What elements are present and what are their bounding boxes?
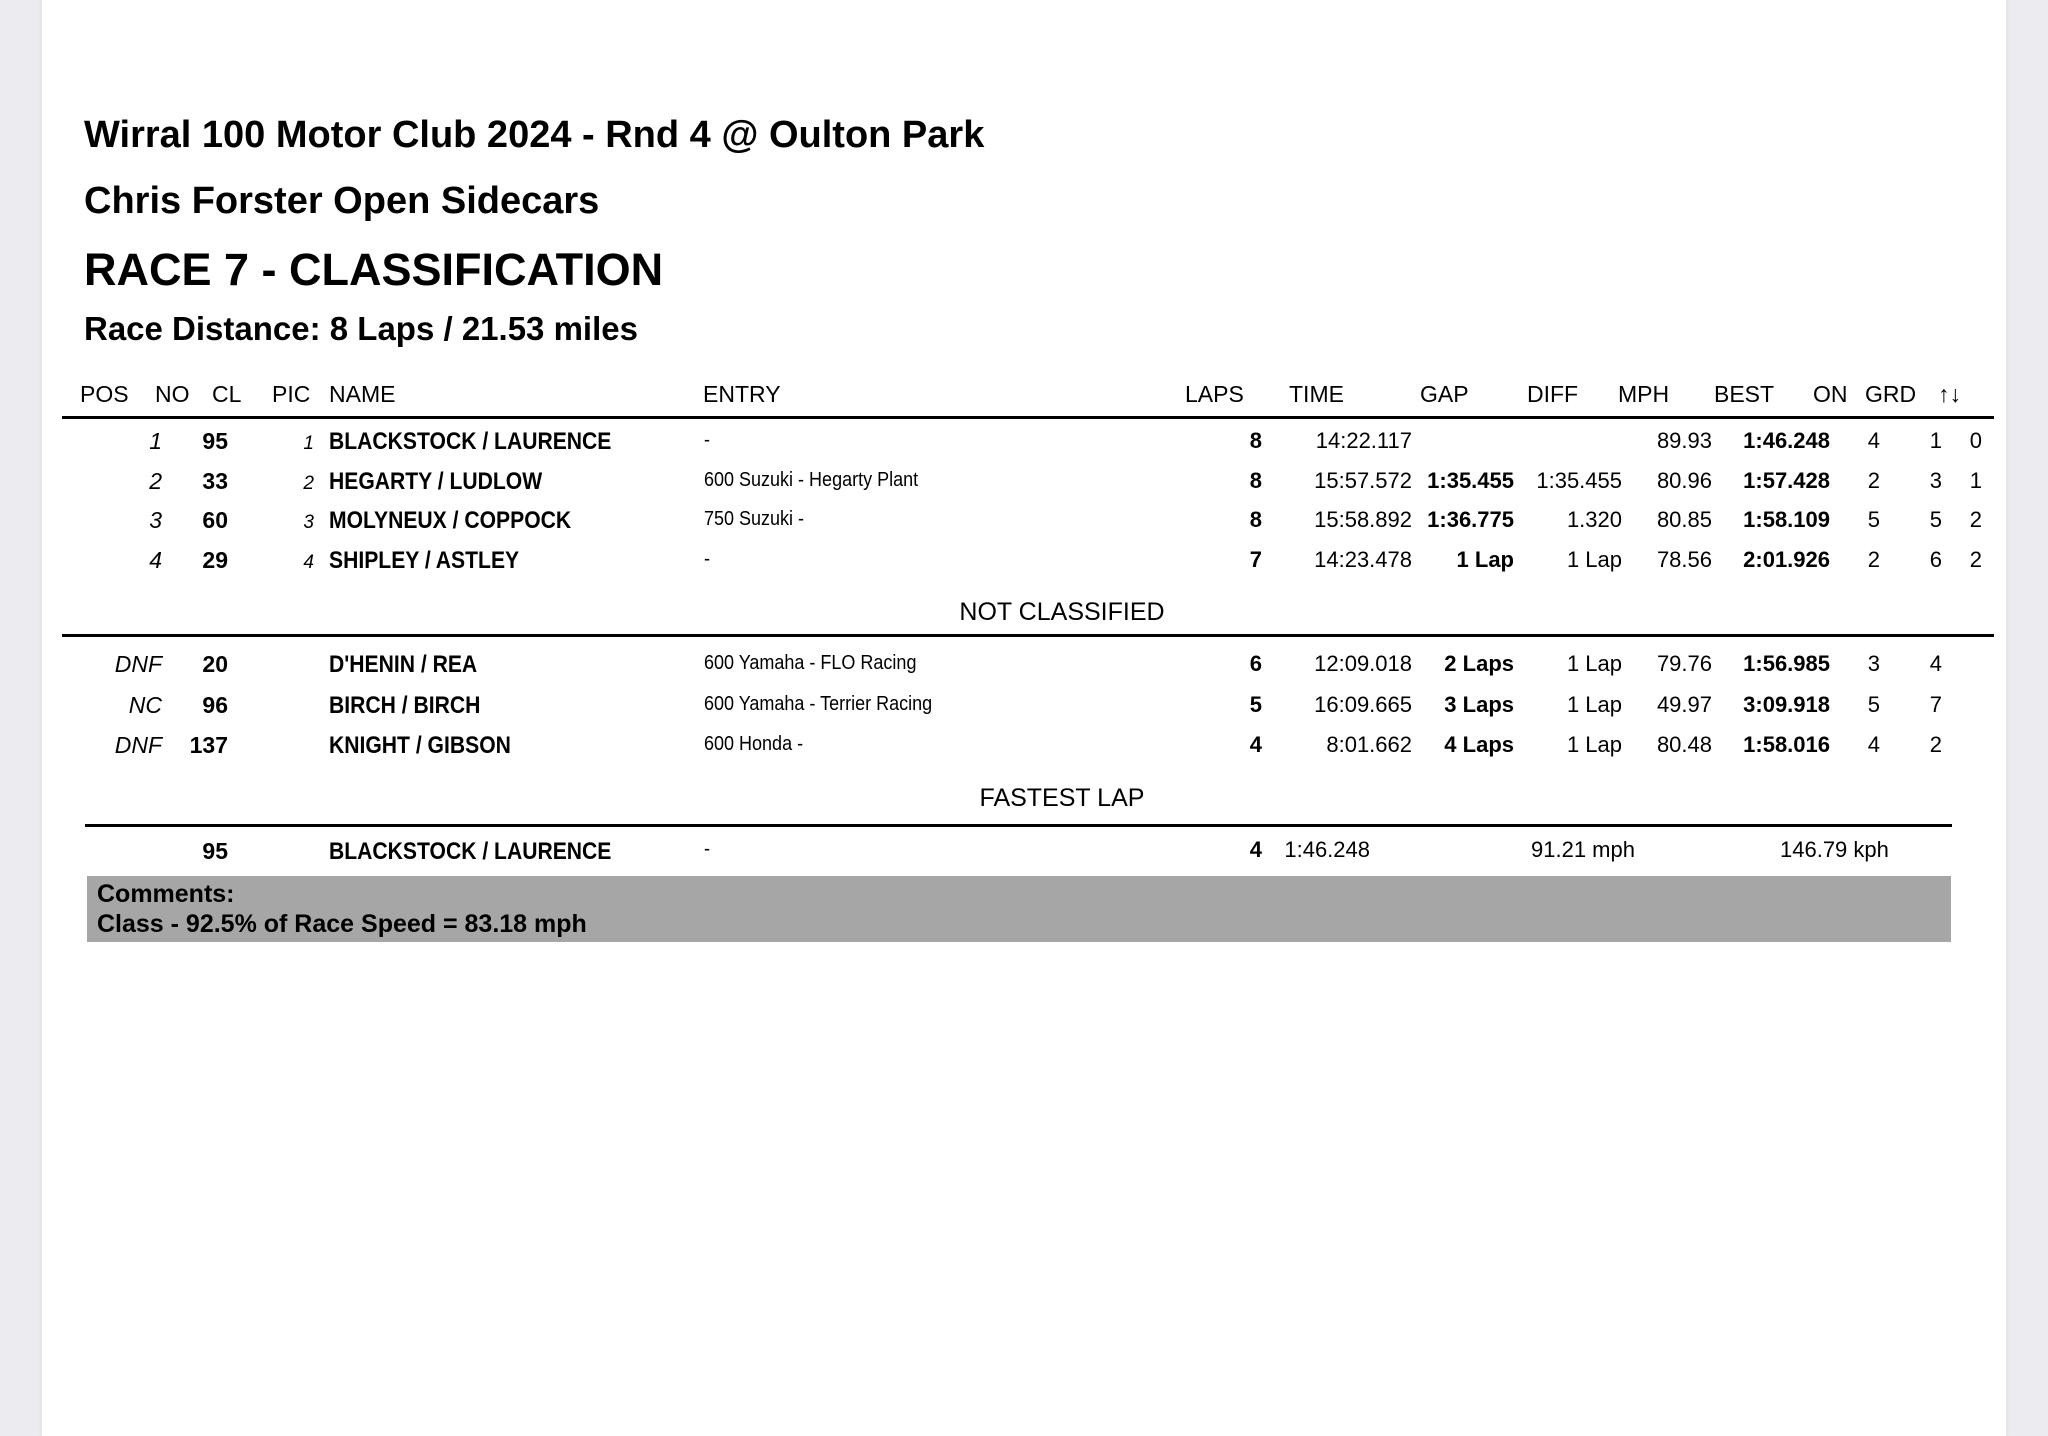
row-best: 1:57.428 [1743,467,1830,493]
row-best: 1:46.248 [1743,428,1830,453]
col-position-change: ↑↓ [1938,381,1961,407]
row-pos: NC [128,691,162,718]
row-gap: 1:35.455 [1427,467,1514,493]
row-grd: 1 [1929,428,1942,453]
row-diff: 1:35.455 [1536,467,1622,493]
row-position-change: 2 [1969,507,1982,532]
row-laps: 8 [1249,467,1262,493]
row-time: 12:09.018 [1314,651,1412,676]
row-position-change: 1 [1969,467,1982,493]
row-mph: 78.56 [1656,546,1712,572]
row-pic: 3 [303,512,314,533]
row-pos: 1 [149,428,162,454]
row-position-change: 0 [1969,428,1982,453]
row-on: 5 [1867,691,1880,717]
col-gap: GAP [1420,381,1469,407]
row-time: 15:58.892 [1314,507,1412,532]
row-name: SHIPLEY / ASTLEY [329,546,520,574]
row-time: 16:09.665 [1314,691,1412,717]
row-best: 3:09.918 [1743,691,1830,717]
row-entry: 600 Yamaha - Terrier Racing [704,692,933,715]
row-laps: 8 [1249,507,1262,532]
row-pos: DNF [114,732,162,758]
race-title: RACE 7 - CLASSIFICATION [84,244,664,295]
row-mph: 80.85 [1656,507,1712,532]
row-grd: 2 [1929,732,1942,757]
fastest-lap-divider [85,824,1952,827]
row-pic: 1 [303,433,314,454]
row-diff: 1.320 [1566,507,1622,532]
comments-label: Comments: [97,880,235,908]
row-no: 20 [202,651,228,677]
row-no: 60 [202,507,228,533]
row-laps: 7 [1249,546,1262,572]
col-cl: CL [212,381,242,407]
event-title: Wirral 100 Motor Club 2024 - Rnd 4 @ Oulton Park [84,114,985,156]
row-on: 3 [1867,651,1880,676]
row-laps: 4 [1249,732,1262,757]
row-time: 8:01.662 [1326,732,1412,757]
class-title: Chris Forster Open Sidecars [84,180,600,222]
row-no: 96 [202,691,228,718]
row-pic: 4 [303,551,314,573]
row-no: 95 [202,428,228,454]
row-gap: 3 Laps [1444,691,1514,717]
row-gap: 1 Lap [1456,546,1514,572]
row-pos: 2 [149,467,162,494]
row-entry: 600 Honda - [704,733,804,755]
row-name: BLACKSTOCK / LAURENCE [329,428,612,455]
row-pos: DNF [114,651,162,677]
row-laps: 8 [1249,428,1262,453]
row-laps: 5 [1249,691,1262,717]
row-entry: - [704,429,711,451]
row-mph: 89.93 [1656,428,1712,453]
row-time: 15:57.572 [1314,467,1412,493]
row-best: 2:01.926 [1743,546,1830,572]
not-classified-heading: NOT CLASSIFIED [959,598,1165,626]
row-position-change: 2 [1969,546,1982,572]
row-pic: 2 [303,472,314,494]
row-mph: 79.76 [1656,651,1712,676]
comments-box [87,876,1951,942]
col-pos: POS [80,381,129,407]
row-mph: 80.96 [1656,467,1712,493]
row-grd: 5 [1929,507,1942,532]
results-sheet [42,0,2006,1436]
row-name: D'HENIN / REA [329,651,478,678]
row-gap: 1:36.775 [1427,507,1514,532]
row-diff: 1 Lap [1566,651,1622,676]
row-name: HEGARTY / LUDLOW [329,467,543,495]
row-on: 4 [1867,732,1880,757]
row-pos: 3 [149,507,162,533]
row-laps: 6 [1249,651,1262,676]
row-entry: - [704,547,711,570]
row-name: BIRCH / BIRCH [329,691,481,719]
col-no: NO [155,381,190,407]
row-gap: 2 Laps [1444,651,1514,676]
row-time: 14:22.117 [1315,428,1412,453]
comments-text: Class - 92.5% of Race Speed = 83.18 mph [97,910,587,938]
row-best: 1:58.109 [1743,507,1830,532]
row-grd: 7 [1929,691,1942,717]
col-best: BEST [1714,381,1775,407]
row-on: 4 [1867,428,1880,453]
row-grd: 3 [1929,467,1942,493]
row-entry: 750 Suzuki - [704,508,805,530]
row-diff: 1 Lap [1566,691,1622,717]
fastest-lap-heading: FASTEST LAP [979,784,1145,812]
col-time: TIME [1289,381,1344,407]
row-entry: 600 Yamaha - FLO Racing [704,652,917,674]
row-pos: 4 [149,546,162,573]
row-time: 14:23.478 [1314,546,1412,572]
col-grd: GRD [1865,381,1917,407]
row-on: 2 [1867,467,1880,493]
fastest-lap-time: 1:46.248 [1284,837,1370,862]
fastest-lap-mph: 91.21 mph [1531,837,1635,862]
row-on: 2 [1867,546,1880,572]
row-name: KNIGHT / GIBSON [329,732,511,759]
row-gap: 4 Laps [1444,732,1514,757]
row-no: 137 [189,732,228,758]
row-grd: 6 [1929,546,1942,572]
row-diff: 1 Lap [1566,546,1622,572]
col-name: NAME [329,381,396,407]
col-entry: ENTRY [703,381,781,407]
col-mph: MPH [1618,381,1670,407]
row-name: MOLYNEUX / COPPOCK [329,507,572,534]
fastest-lap-name: BLACKSTOCK / LAURENCE [329,838,612,865]
row-best: 1:58.016 [1743,732,1830,757]
row-mph: 49.97 [1656,691,1712,717]
fastest-lap-no: 95 [202,838,228,864]
not-classified-divider [62,634,1994,637]
row-no: 29 [202,546,228,573]
col-diff: DIFF [1527,381,1579,407]
row-mph: 80.48 [1656,732,1712,757]
row-best: 1:56.985 [1743,651,1830,676]
row-diff: 1 Lap [1566,732,1622,757]
race-distance: Race Distance: 8 Laps / 21.53 miles [84,310,638,347]
fastest-lap-lap: 4 [1249,837,1262,862]
col-on: ON [1813,381,1848,407]
col-pic: PIC [272,381,311,407]
header-divider [62,416,1994,419]
fastest-lap-kph: 146.79 kph [1780,837,1889,862]
row-entry: 600 Suzuki - Hegarty Plant [704,468,919,491]
row-grd: 4 [1929,651,1942,676]
row-on: 5 [1867,507,1880,532]
row-no: 33 [202,467,228,494]
col-laps: LAPS [1185,381,1244,407]
fastest-lap-entry: - [704,838,711,860]
